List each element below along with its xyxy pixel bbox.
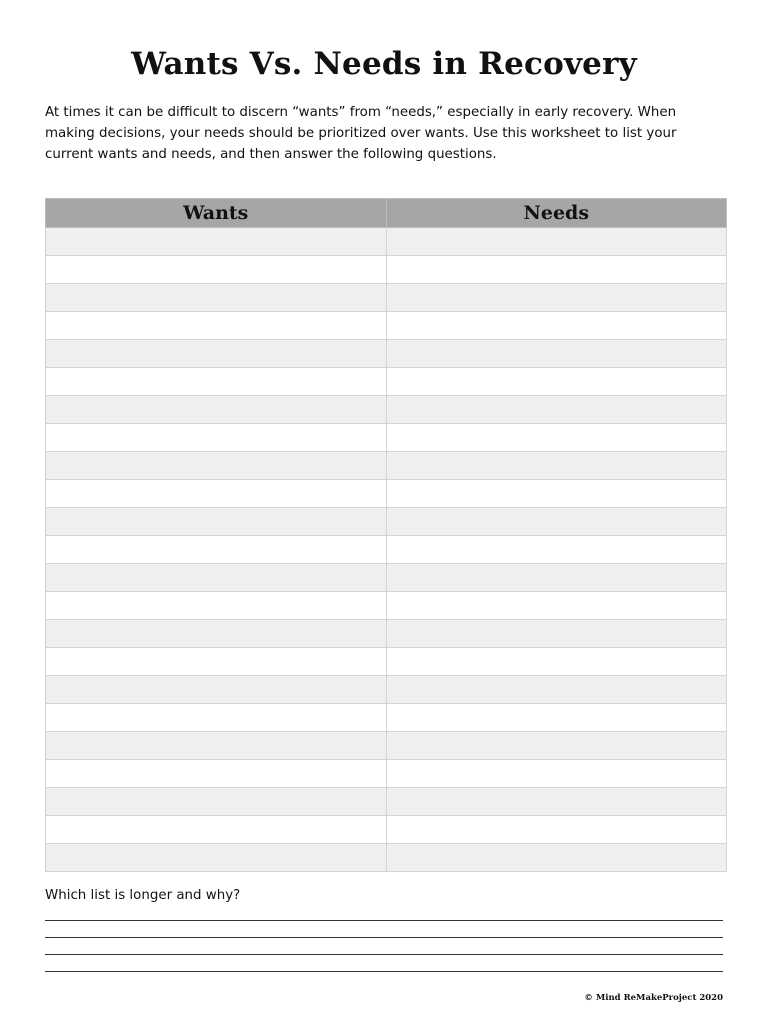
wants-cell[interactable] [46,480,387,508]
table-row [46,284,727,312]
wants-cell[interactable] [46,424,387,452]
needs-cell[interactable] [386,704,727,732]
wants-cell[interactable] [46,620,387,648]
table-row [46,508,727,536]
table-row [46,256,727,284]
wants-cell[interactable] [46,648,387,676]
needs-cell[interactable] [386,788,727,816]
answer-line[interactable] [45,937,723,938]
question-longer-list: Which list is longer and why? [45,888,241,903]
needs-cell[interactable] [386,256,727,284]
needs-cell[interactable] [386,564,727,592]
table-row [46,424,727,452]
needs-cell[interactable] [386,340,727,368]
wants-cell[interactable] [46,452,387,480]
needs-cell[interactable] [386,396,727,424]
wants-cell[interactable] [46,312,387,340]
wants-cell[interactable] [46,340,387,368]
wants-cell[interactable] [46,228,387,256]
table-row [46,704,727,732]
answer-line[interactable] [45,920,723,921]
table-row [46,788,727,816]
table-row [46,620,727,648]
needs-cell[interactable] [386,508,727,536]
table-row [46,312,727,340]
wants-cell[interactable] [46,508,387,536]
table-header-row [46,199,727,228]
needs-cell[interactable] [386,536,727,564]
worksheet-title: Wants Vs. Needs in Recovery [131,46,637,82]
needs-cell[interactable] [386,760,727,788]
table-row [46,760,727,788]
needs-cell[interactable] [386,620,727,648]
needs-cell[interactable] [386,592,727,620]
needs-cell[interactable] [386,816,727,844]
intro-line: current wants and needs, and then answer the following questions. [45,147,497,162]
needs-cell[interactable] [386,480,727,508]
wants-cell[interactable] [46,396,387,424]
intro-line: At times it can be difficult to discern “wants” from “needs,” especially in early recovery. When [45,105,677,120]
table-row [46,228,727,256]
needs-cell[interactable] [386,452,727,480]
needs-column-header: Needs [386,199,727,228]
wants-column-header: Wants [46,199,387,228]
wants-cell[interactable] [46,536,387,564]
wants-cell[interactable] [46,592,387,620]
intro-paragraph [45,102,729,165]
intro-line: making decisions, your needs should be prioritized over wants. Use this worksheet to list your [45,126,677,141]
needs-cell[interactable] [386,284,727,312]
needs-cell[interactable] [386,424,727,452]
needs-cell[interactable] [386,312,727,340]
needs-cell[interactable] [386,228,727,256]
wants-cell[interactable] [46,676,387,704]
wants-cell[interactable] [46,284,387,312]
wants-cell[interactable] [46,256,387,284]
table-row [46,480,727,508]
needs-cell[interactable] [386,732,727,760]
answer-line[interactable] [45,954,723,955]
wants-cell[interactable] [46,760,387,788]
table-row [46,816,727,844]
table-row [46,396,727,424]
table-row [46,536,727,564]
wants-cell[interactable] [46,844,387,872]
wants-cell[interactable] [46,704,387,732]
table-row [46,452,727,480]
wants-cell[interactable] [46,368,387,396]
wants-cell[interactable] [46,788,387,816]
table-row [46,732,727,760]
copyright-notice: © Mind ReMakeProject 2020 [584,993,723,1003]
needs-cell[interactable] [386,648,727,676]
wants-needs-table [45,198,727,872]
table-body [46,228,727,872]
table-row [46,648,727,676]
wants-cell[interactable] [46,816,387,844]
table-row [46,340,727,368]
table-row [46,592,727,620]
table-row [46,368,727,396]
table-row [46,564,727,592]
needs-cell[interactable] [386,368,727,396]
needs-cell[interactable] [386,844,727,872]
table-row [46,844,727,872]
table-row [46,676,727,704]
needs-cell[interactable] [386,676,727,704]
answer-line[interactable] [45,971,723,972]
wants-cell[interactable] [46,564,387,592]
wants-cell[interactable] [46,732,387,760]
